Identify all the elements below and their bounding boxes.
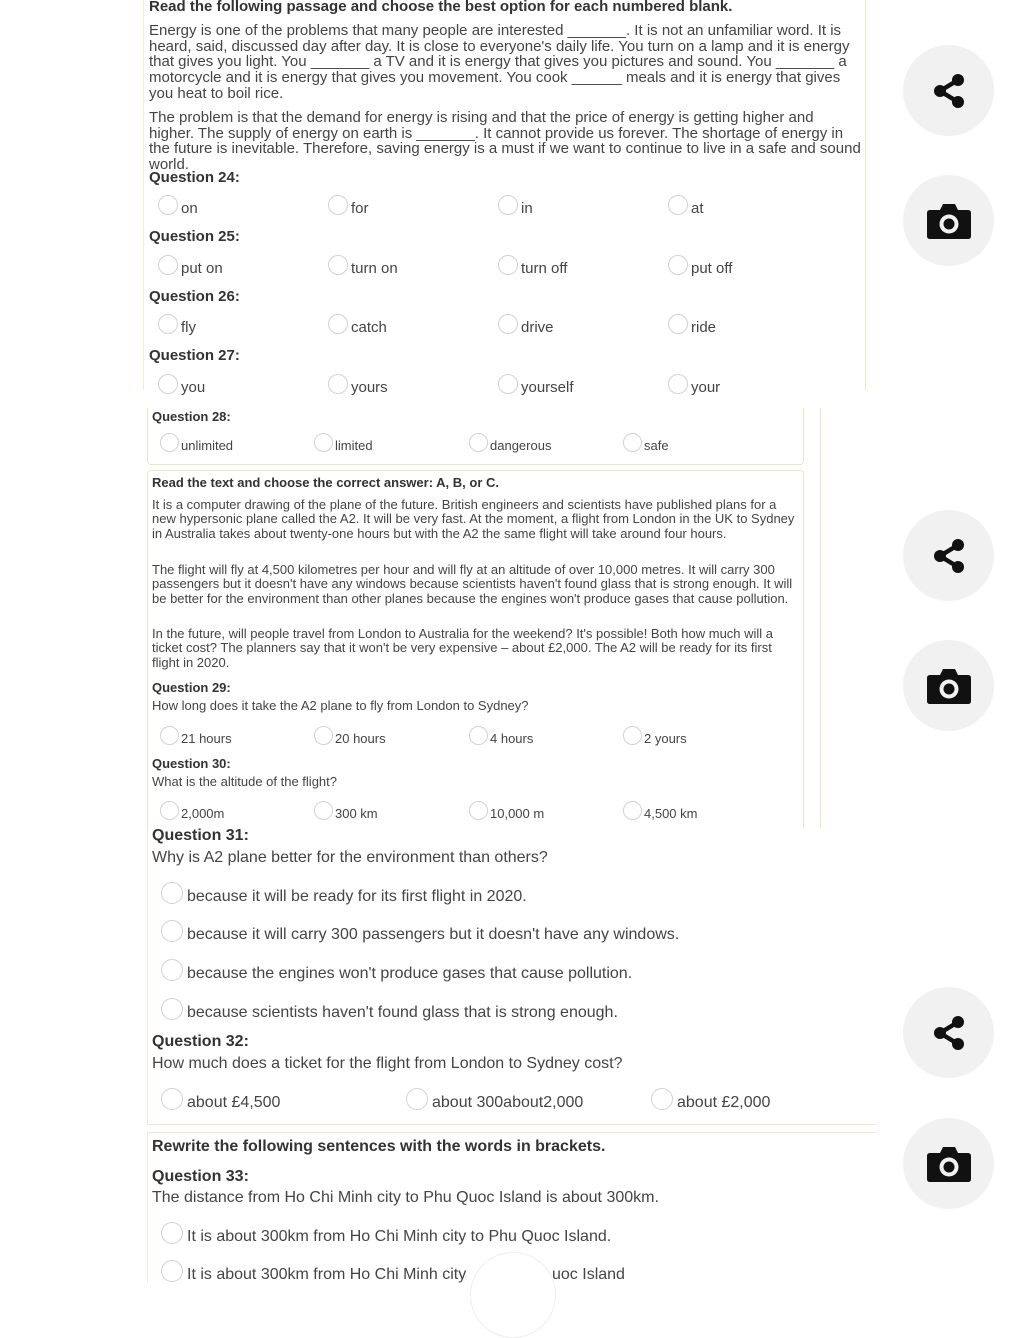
answer-option[interactable]: safe <box>623 439 669 453</box>
answer-option[interactable]: catch <box>328 320 387 336</box>
question-label: Question 28: <box>152 409 231 424</box>
answer-option[interactable]: your <box>668 380 720 396</box>
question-label: Question 27: <box>149 347 240 364</box>
radio-button[interactable] <box>498 255 518 275</box>
question-label: Question 32: <box>152 1033 249 1050</box>
radio-button[interactable] <box>328 255 348 275</box>
answer-option[interactable]: about £4,500 <box>161 1093 280 1113</box>
answer-option[interactable]: It is about 300km from Ho Chi Minh city to Phu Quoc Island. <box>161 1227 611 1247</box>
radio-button[interactable] <box>161 882 183 904</box>
camera-button[interactable] <box>903 640 994 731</box>
floating-button-overlay[interactable] <box>470 1252 556 1338</box>
passage-paragraph: The problem is that the demand for energy is rising and that the price of energy is getting higher and higher. The supply of energy on earth is _______. It cannot provide us forever. The shortage of energy in the future is inevitable. Therefore, saving energy is a must if we want to continue to live in a safe and sound world. <box>149 109 861 174</box>
radio-button[interactable] <box>328 374 348 394</box>
question-label: Question 33: <box>152 1168 249 1185</box>
answer-option[interactable]: put off <box>668 261 732 277</box>
question-label: Question 24: <box>149 169 240 186</box>
camera-button[interactable] <box>903 175 994 266</box>
question-prompt: How long does it take the A2 plane to fly from London to Sydney? <box>152 698 529 713</box>
radio-button[interactable] <box>161 998 183 1020</box>
radio-button[interactable] <box>160 801 179 820</box>
radio-button[interactable] <box>158 195 178 215</box>
answer-option[interactable]: 10,000 m <box>469 807 544 821</box>
radio-button[interactable] <box>161 1088 183 1110</box>
answer-option[interactable]: because it will be ready for its first flight in 2020. <box>161 887 527 907</box>
radio-button[interactable] <box>328 195 348 215</box>
answer-option[interactable]: 2 yours <box>623 732 687 746</box>
radio-button[interactable] <box>160 726 179 745</box>
share-button[interactable] <box>903 510 994 601</box>
answer-option[interactable]: about £2,000 <box>651 1093 770 1113</box>
answer-option[interactable]: for <box>328 201 369 217</box>
passage-paragraph: The flight will fly at 4,500 kilometres per hour and will fly at an altitude of over 10,000 metres. It will carry 300 passengers but it doesn't have any windows because scientists haven't found glass that is strong enough. It will be better for the environment than other planes because the engines won't produce gases that cause pollution. <box>152 562 793 606</box>
answer-option[interactable]: you <box>158 380 205 396</box>
question-label: Question 29: <box>152 680 231 695</box>
answer-option[interactable]: because it will carry 300 passengers but it doesn't have any windows. <box>161 925 679 945</box>
answer-option[interactable]: 300 km <box>314 807 378 821</box>
radio-button[interactable] <box>328 314 348 334</box>
answer-option[interactable]: drive <box>498 320 554 336</box>
answer-option[interactable]: dangerous <box>469 439 551 453</box>
camera-icon <box>925 666 973 706</box>
radio-button[interactable] <box>623 726 642 745</box>
answer-option[interactable]: 2,000m <box>160 807 224 821</box>
radio-button[interactable] <box>498 374 518 394</box>
radio-button[interactable] <box>469 801 488 820</box>
radio-button[interactable] <box>161 959 183 981</box>
answer-option[interactable]: yourself <box>498 380 574 396</box>
radio-button[interactable] <box>668 314 688 334</box>
question-prompt: What is the altitude of the flight? <box>152 774 337 789</box>
answer-option[interactable]: 4 hours <box>469 732 533 746</box>
answer-option[interactable]: 4,500 km <box>623 807 697 821</box>
radio-button[interactable] <box>161 920 183 942</box>
share-icon <box>929 71 969 111</box>
answer-option[interactable]: yours <box>328 380 388 396</box>
section-title: Rewrite the following sentences with the words in brackets. <box>152 1138 606 1155</box>
answer-option[interactable]: It is about 300km from Ho Chi Minh city <box>161 1265 466 1285</box>
radio-button[interactable] <box>160 433 179 452</box>
passage-paragraph: Energy is one of the problems that many people are interested _______. It is not an unfamiliar word. It is heard, said, discussed day after day. It is close to everyone's daily life. You turn on a lamp and it is energy that gives you light. You _______ a TV and it is energy that gives you pictures and sound. You _______ a motorcycle and it is energy that gives you movement. You cook ______ meals and it is energy that gives you heat to boil rice. <box>149 22 850 102</box>
radio-button[interactable] <box>314 726 333 745</box>
share-icon <box>929 536 969 576</box>
answer-option[interactable]: at <box>668 201 704 217</box>
radio-button[interactable] <box>668 255 688 275</box>
camera-button[interactable] <box>903 1118 994 1209</box>
share-icon <box>929 1013 969 1053</box>
answer-option[interactable]: 21 hours <box>160 732 232 746</box>
answer-option[interactable]: turn on <box>328 261 398 277</box>
radio-button[interactable] <box>158 314 178 334</box>
radio-button[interactable] <box>161 1260 183 1282</box>
question-prompt: How much does a ticket for the flight from London to Sydney cost? <box>152 1055 623 1072</box>
answer-option[interactable]: about 300about2,000 <box>406 1093 583 1113</box>
question-prompt: The distance from Ho Chi Minh city to Phu Quoc Island is about 300km. <box>152 1189 659 1206</box>
radio-button[interactable] <box>498 195 518 215</box>
question-label: Question 25: <box>149 228 240 245</box>
question-label: Question 30: <box>152 756 231 771</box>
passage-paragraph: In the future, will people travel from London to Australia for the weekend? It's possible! Both how much will a ticket cost? The planners say that it won't be very expensive – about £2,000. The A2 will be ready for its first flight in 2020. <box>152 626 774 670</box>
radio-button[interactable] <box>623 433 642 452</box>
answer-option[interactable]: fly <box>158 320 196 336</box>
question-label: Question 26: <box>149 288 240 305</box>
radio-button[interactable] <box>161 1222 183 1244</box>
answer-option[interactable]: limited <box>314 439 373 453</box>
radio-button[interactable] <box>314 433 333 452</box>
radio-button[interactable] <box>668 195 688 215</box>
radio-button[interactable] <box>469 726 488 745</box>
share-button[interactable] <box>903 45 994 136</box>
answer-option[interactable]: put on <box>158 261 223 277</box>
section-title: Read the following passage and choose the best option for each numbered blank. <box>149 0 733 15</box>
camera-icon <box>925 1144 973 1184</box>
radio-button[interactable] <box>668 374 688 394</box>
section-title: Read the text and choose the correct answer: A, B, or C. <box>152 475 499 490</box>
radio-button[interactable] <box>158 255 178 275</box>
answer-option[interactable]: ride <box>668 320 716 336</box>
question-label: Question 31: <box>152 827 249 844</box>
question-prompt: Why is A2 plane better for the environment than others? <box>152 849 548 866</box>
radio-button[interactable] <box>158 374 178 394</box>
radio-button[interactable] <box>498 314 518 334</box>
passage-paragraph: It is a computer drawing of the plane of the future. British engineers and scientists have published plans for a new hypersonic plane called the A2. It will be very fast. At the moment, a flight from London in the UK to Sydney in Australia takes about twenty-one hours but with the A2 the same flight will take around four hours. <box>152 497 795 541</box>
camera-icon <box>925 201 973 241</box>
answer-option[interactable]: because scientists haven't found glass that is strong enough. <box>161 1003 618 1023</box>
radio-button[interactable] <box>623 801 642 820</box>
share-button[interactable] <box>903 987 994 1078</box>
answer-option[interactable]: unlimited <box>160 439 233 453</box>
radio-button[interactable] <box>469 433 488 452</box>
answer-option[interactable]: because the engines won't produce gases that cause pollution. <box>161 964 632 984</box>
radio-button[interactable] <box>314 801 333 820</box>
radio-button[interactable] <box>406 1088 428 1110</box>
divider <box>820 408 821 828</box>
answer-option[interactable]: turn off <box>498 261 567 277</box>
answer-option[interactable]: 20 hours <box>314 732 386 746</box>
answer-option-fragment: uoc Island <box>552 1266 625 1283</box>
answer-option[interactable]: in <box>498 201 533 217</box>
answer-option[interactable]: on <box>158 201 198 217</box>
radio-button[interactable] <box>651 1088 673 1110</box>
